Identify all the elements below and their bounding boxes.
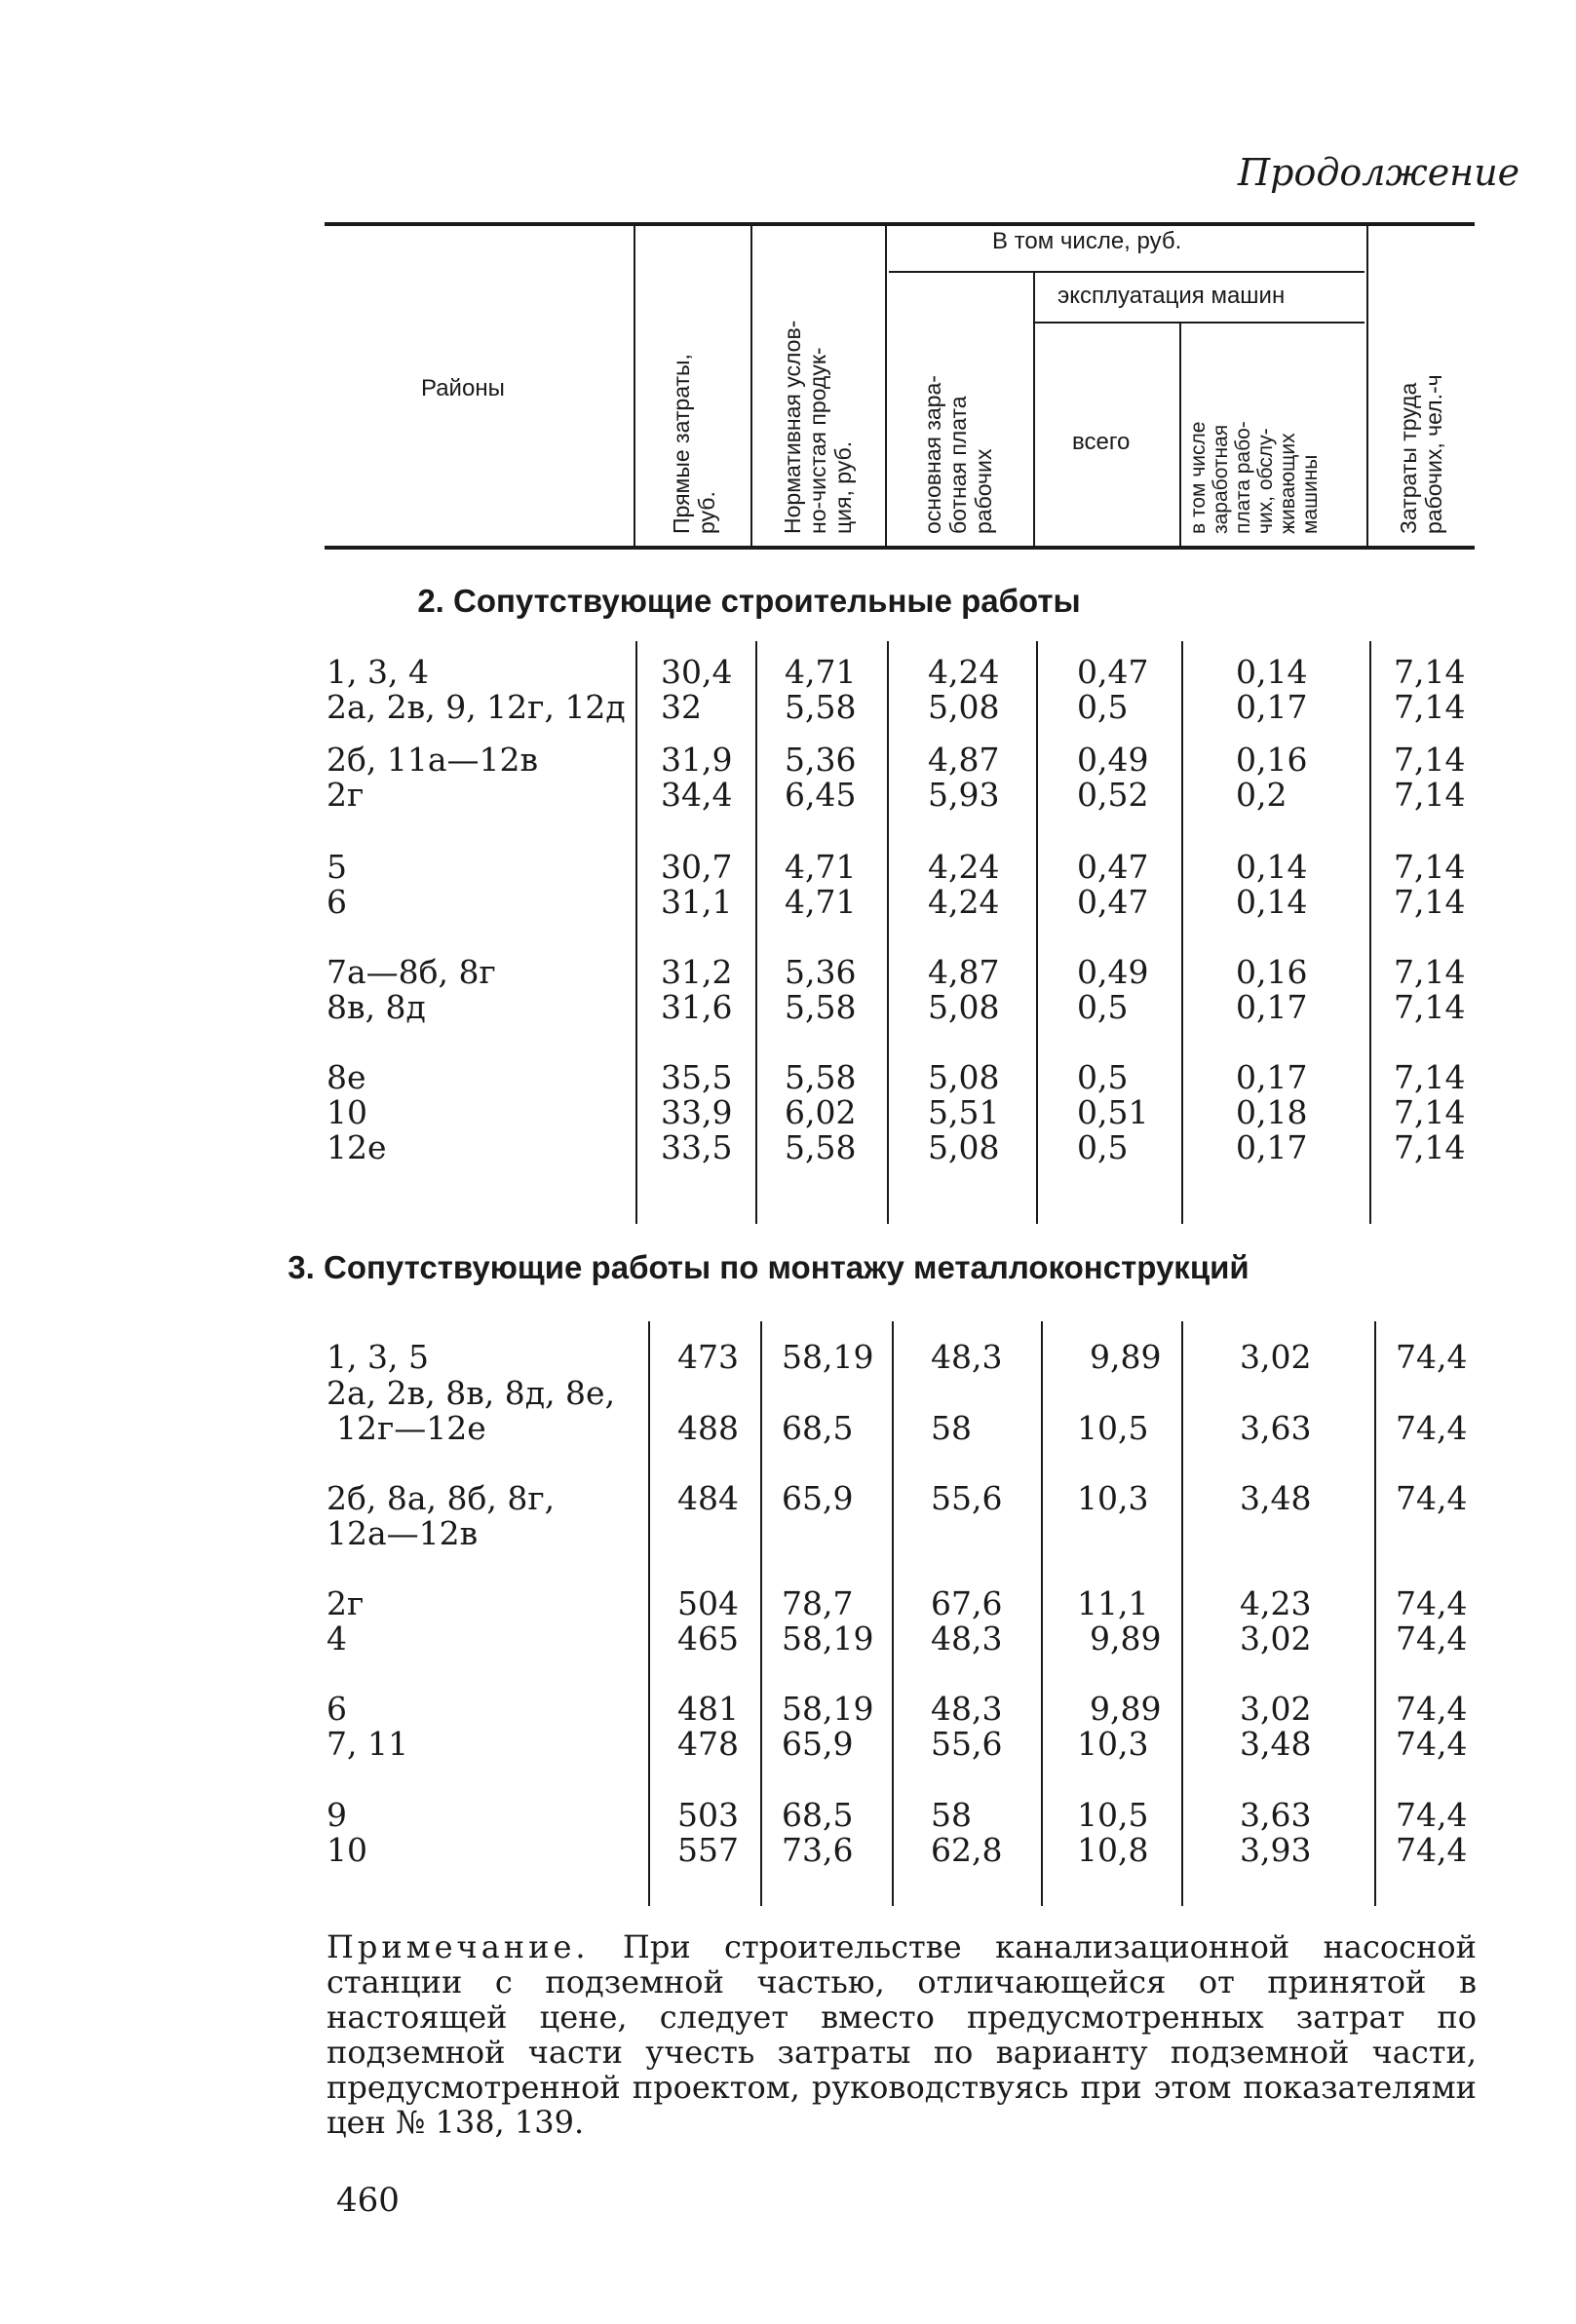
- cell-total: 10,5: [1077, 1796, 1149, 1834]
- cell-wage: 55,6: [931, 1725, 1003, 1763]
- cell-total: 10,3: [1077, 1479, 1149, 1517]
- cell-wage: 5,08: [928, 988, 1000, 1026]
- cell-direct: 30,7: [661, 848, 733, 886]
- cell-wage: 5,08: [928, 1058, 1000, 1096]
- cell-incl: 3,02: [1240, 1619, 1312, 1657]
- table-row-region: 2г: [327, 1584, 365, 1622]
- cell-wage: 55,6: [931, 1479, 1003, 1517]
- table-row-region: 2г: [327, 776, 365, 814]
- cell-direct: 34,4: [661, 776, 733, 814]
- cell-total: 0,47: [1077, 653, 1149, 691]
- table-row-region: 2б, 11а—12в: [327, 741, 539, 779]
- cell-total: 0,5: [1077, 1058, 1129, 1096]
- table-row-region: 1, 3, 4: [327, 653, 429, 691]
- cell-incl: 0,14: [1236, 883, 1308, 921]
- cell-incl: 3,63: [1240, 1409, 1312, 1447]
- cell-norm: 4,71: [785, 883, 857, 921]
- cell-incl: 0,17: [1236, 688, 1308, 726]
- cell-direct: 484: [677, 1479, 739, 1517]
- cell-incl: 0,2: [1236, 776, 1288, 814]
- cell-total: 0,52: [1077, 776, 1149, 814]
- table-row-region: 5: [327, 848, 347, 886]
- cell-norm: 5,58: [785, 988, 857, 1026]
- column-divider: [887, 641, 889, 1224]
- column-divider: [635, 641, 637, 1224]
- column-divider: [1181, 1321, 1183, 1906]
- cell-labor: 7,14: [1394, 1093, 1466, 1131]
- table-row-region: 8в, 8д: [327, 988, 426, 1026]
- cell-incl: 0,14: [1236, 848, 1308, 886]
- cell-labor: 74,4: [1396, 1796, 1468, 1834]
- cell-direct: 31,9: [661, 741, 733, 779]
- continuation-label: Продолжение: [1238, 151, 1520, 194]
- header-regions: Районы: [421, 375, 505, 401]
- cell-incl: 0,14: [1236, 653, 1308, 691]
- cell-wage: 5,51: [928, 1093, 1000, 1131]
- cell-labor: 7,14: [1394, 1058, 1466, 1096]
- cell-wage: 48,3: [931, 1338, 1003, 1376]
- table-row-region: 4: [327, 1619, 347, 1657]
- cell-total: 9,89: [1090, 1690, 1162, 1728]
- header-divider: [1033, 273, 1035, 546]
- table-row-region-cont: 12г—12е: [336, 1409, 486, 1447]
- footnote: [327, 1929, 1477, 2140]
- header-machine-operation: эксплуатация машин: [1057, 283, 1286, 309]
- column-divider: [1369, 641, 1371, 1224]
- section-title: 3. Сопутствующие работы по монтажу металлоконструкций: [288, 1249, 1249, 1285]
- cell-total: 10,5: [1077, 1409, 1149, 1447]
- cell-norm: 5,58: [785, 1058, 857, 1096]
- cell-direct: 35,5: [661, 1058, 733, 1096]
- table-row-region: 10: [327, 1831, 367, 1869]
- cell-total: 0,49: [1077, 741, 1149, 779]
- cell-wage: 5,93: [928, 776, 1000, 814]
- cell-direct: 31,2: [661, 953, 733, 991]
- table-row-region: 2а, 2в, 8в, 8д, 8е,: [327, 1374, 616, 1412]
- cell-total: 0,47: [1077, 848, 1149, 886]
- cell-labor: 7,14: [1394, 848, 1466, 886]
- cell-direct: 503: [677, 1796, 739, 1834]
- cell-wage: 67,6: [931, 1584, 1003, 1622]
- cell-norm: 58,19: [782, 1690, 874, 1728]
- cell-wage: 4,24: [928, 883, 1000, 921]
- cell-wage: 48,3: [931, 1690, 1003, 1728]
- column-divider: [760, 1321, 762, 1906]
- cell-incl: 3,48: [1240, 1479, 1312, 1517]
- cell-total: 0,5: [1077, 688, 1129, 726]
- column-divider: [1374, 1321, 1376, 1906]
- cell-direct: 33,5: [661, 1128, 733, 1166]
- cell-direct: 33,9: [661, 1093, 733, 1131]
- cell-direct: 557: [677, 1831, 739, 1869]
- cell-wage: 58: [931, 1796, 972, 1834]
- cell-incl: 3,63: [1240, 1796, 1312, 1834]
- cell-labor: 7,14: [1394, 741, 1466, 779]
- header-normative-production: Нормативная услов- но-чистая продук- ция, руб.: [780, 320, 856, 534]
- header-direct-costs: Прямые затраты, руб.: [669, 354, 719, 534]
- cell-wage: 4,24: [928, 653, 1000, 691]
- cell-labor: 74,4: [1396, 1584, 1468, 1622]
- column-divider: [1036, 641, 1038, 1224]
- cell-incl: 0,17: [1236, 1128, 1308, 1166]
- cell-norm: 6,02: [785, 1093, 857, 1131]
- cell-labor: 7,14: [1394, 883, 1466, 921]
- cell-total: 11,1: [1077, 1584, 1149, 1622]
- cell-wage: 4,87: [928, 953, 1000, 991]
- cell-incl: 3,93: [1240, 1831, 1312, 1869]
- table-row-region: 9: [327, 1796, 347, 1834]
- table-row-region: 7а—8б, 8г: [327, 953, 496, 991]
- cell-labor: 74,4: [1396, 1479, 1468, 1517]
- cell-direct: 31,6: [661, 988, 733, 1026]
- cell-direct: 31,1: [661, 883, 733, 921]
- cell-total: 10,8: [1077, 1831, 1149, 1869]
- cell-direct: 481: [677, 1690, 739, 1728]
- cell-norm: 58,19: [782, 1338, 874, 1376]
- cell-norm: 5,36: [785, 741, 857, 779]
- cell-wage: 48,3: [931, 1619, 1003, 1657]
- cell-labor: 7,14: [1394, 776, 1466, 814]
- cell-labor: 7,14: [1394, 688, 1466, 726]
- column-divider: [1181, 641, 1183, 1224]
- header-including-rub: В том числе, руб.: [992, 228, 1182, 254]
- footnote-text: При строительстве канализационной насосной станции с подземной частью, отличающейся от принятой в настоящей цене, следует вместо предусмотренных затрат по подземной части учесть затраты по варианту подземной части, предусмотренной проектом, руководствуясь при этом показателями цен № 138, 139.: [327, 1928, 1477, 2141]
- table-row-region: 1, 3, 5: [327, 1338, 429, 1376]
- header-base-wage: основная зара- ботная плата рабочих: [920, 375, 996, 534]
- cell-norm: 65,9: [782, 1479, 854, 1517]
- cell-incl: 0,16: [1236, 741, 1308, 779]
- header-divider: [1366, 226, 1368, 546]
- cell-norm: 5,58: [785, 1128, 857, 1166]
- cell-labor: 7,14: [1394, 953, 1466, 991]
- cell-total: 0,5: [1077, 988, 1129, 1026]
- cell-labor: 74,4: [1396, 1831, 1468, 1869]
- cell-labor: 7,14: [1394, 1128, 1466, 1166]
- cell-direct: 30,4: [661, 653, 733, 691]
- cell-wage: 5,08: [928, 1128, 1000, 1166]
- cell-incl: 0,17: [1236, 1058, 1308, 1096]
- cell-norm: 73,6: [782, 1831, 854, 1869]
- header-labor-costs: Затраты труда рабочих, чел.-ч: [1396, 374, 1446, 534]
- cell-wage: 4,24: [928, 848, 1000, 886]
- header-divider: [1179, 324, 1181, 546]
- cell-total: 9,89: [1090, 1619, 1162, 1657]
- column-divider: [1041, 1321, 1043, 1906]
- table-row-region: 7, 11: [327, 1725, 408, 1763]
- header-divider: [750, 226, 752, 546]
- table-row-region-cont: 12а—12в: [327, 1514, 479, 1552]
- cell-total: 0,51: [1077, 1093, 1149, 1131]
- cell-direct: 473: [677, 1338, 739, 1376]
- cell-norm: 78,7: [782, 1584, 854, 1622]
- cell-norm: 4,71: [785, 848, 857, 886]
- cell-wage: 4,87: [928, 741, 1000, 779]
- cell-wage: 5,08: [928, 688, 1000, 726]
- table-row-region: 2б, 8а, 8б, 8г,: [327, 1479, 556, 1517]
- cell-norm: 58,19: [782, 1619, 874, 1657]
- table-row-region: 6: [327, 1690, 347, 1728]
- column-divider: [755, 641, 757, 1224]
- cell-direct: 488: [677, 1409, 739, 1447]
- cell-wage: 58: [931, 1409, 972, 1447]
- cell-incl: 3,48: [1240, 1725, 1312, 1763]
- cell-total: 0,47: [1077, 883, 1149, 921]
- cell-wage: 62,8: [931, 1831, 1003, 1869]
- header-bottom-rule: [325, 546, 1475, 550]
- header-total: всего: [1072, 429, 1131, 455]
- cell-labor: 7,14: [1394, 988, 1466, 1026]
- table-row-region: 6: [327, 883, 347, 921]
- cell-total: 9,89: [1090, 1338, 1162, 1376]
- column-divider: [892, 1321, 894, 1906]
- cell-incl: 0,17: [1236, 988, 1308, 1026]
- cell-norm: 6,45: [785, 776, 857, 814]
- cell-incl: 3,02: [1240, 1338, 1312, 1376]
- cell-direct: 478: [677, 1725, 739, 1763]
- header-divider: [634, 226, 635, 546]
- table-row-region: 10: [327, 1093, 367, 1131]
- cell-norm: 68,5: [782, 1796, 854, 1834]
- table-row-region: 2а, 2в, 9, 12г, 12д: [327, 688, 626, 726]
- cell-direct: 32: [661, 688, 702, 726]
- header-top-rule: [325, 222, 1475, 226]
- cell-labor: 74,4: [1396, 1619, 1468, 1657]
- cell-incl: 4,23: [1240, 1584, 1312, 1622]
- cell-labor: 7,14: [1394, 653, 1466, 691]
- column-divider: [648, 1321, 650, 1906]
- section-title: 2. Сопутствующие строительные работы: [417, 583, 1081, 619]
- header-divider: [885, 226, 887, 546]
- cell-labor: 74,4: [1396, 1725, 1468, 1763]
- footnote-label: Примечание.: [327, 1928, 590, 1965]
- cell-direct: 504: [677, 1584, 739, 1622]
- cell-labor: 74,4: [1396, 1690, 1468, 1728]
- cell-total: 0,5: [1077, 1128, 1129, 1166]
- cell-incl: 3,02: [1240, 1690, 1312, 1728]
- sub-rule-machines: [1035, 322, 1365, 324]
- table-row-region: 12е: [327, 1128, 387, 1166]
- header-incl-wage: в том числе заработная плата рабо- чих, обслу- живающих машины: [1187, 421, 1322, 534]
- cell-norm: 5,36: [785, 953, 857, 991]
- cell-direct: 465: [677, 1619, 739, 1657]
- cell-norm: 68,5: [782, 1409, 854, 1447]
- cell-norm: 65,9: [782, 1725, 854, 1763]
- cell-labor: 74,4: [1396, 1409, 1468, 1447]
- cell-norm: 4,71: [785, 653, 857, 691]
- table-row-region: 8е: [327, 1058, 366, 1096]
- page-number: 460: [336, 2181, 400, 2220]
- sub-rule-including: [889, 271, 1365, 273]
- cell-norm: 5,58: [785, 688, 857, 726]
- cell-total: 0,49: [1077, 953, 1149, 991]
- cell-labor: 74,4: [1396, 1338, 1468, 1376]
- cell-incl: 0,18: [1236, 1093, 1308, 1131]
- cell-total: 10,3: [1077, 1725, 1149, 1763]
- cell-incl: 0,16: [1236, 953, 1308, 991]
